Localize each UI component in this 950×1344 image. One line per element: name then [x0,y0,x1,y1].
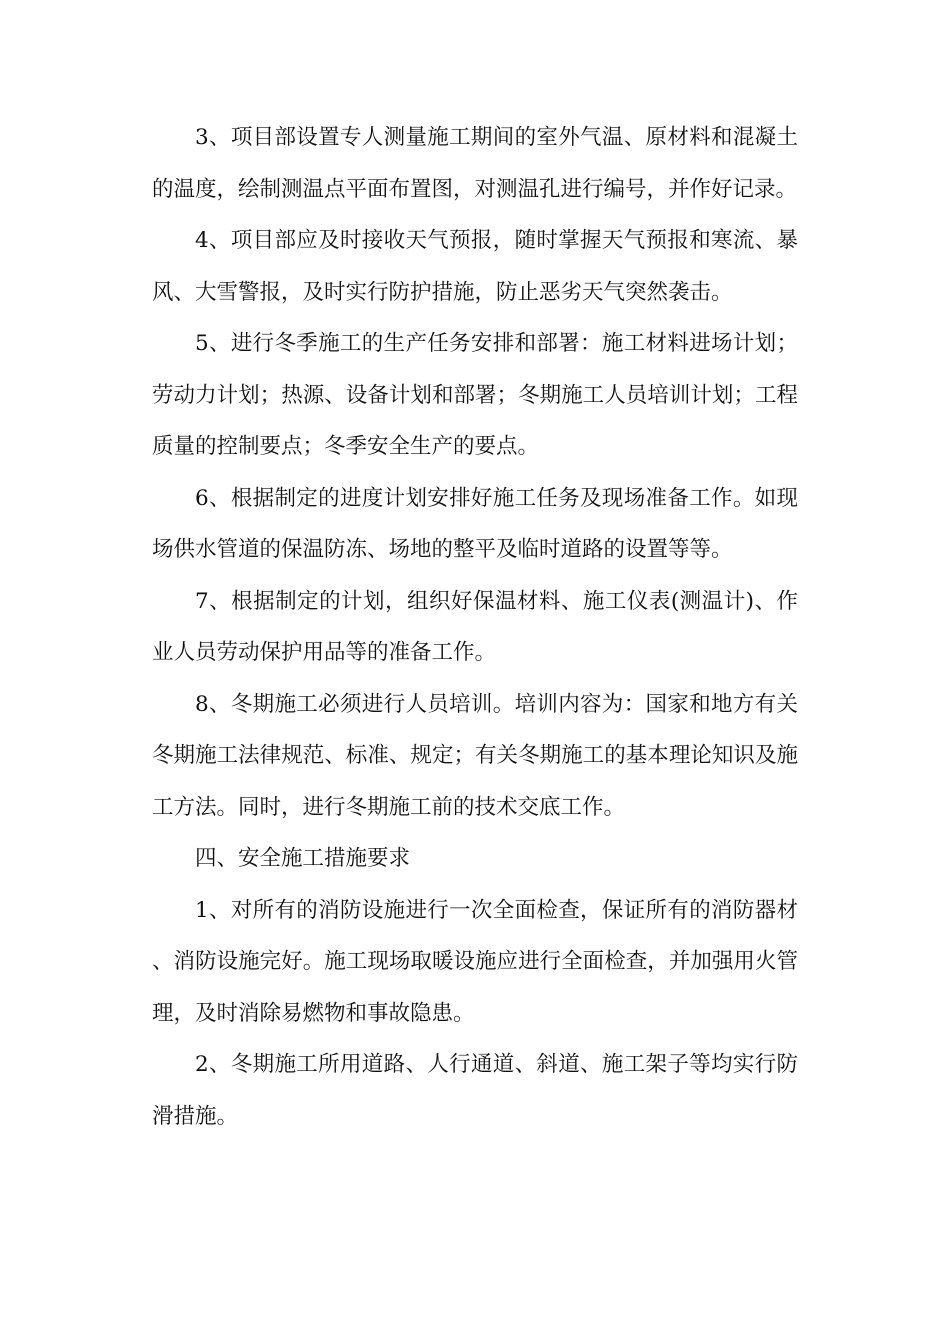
paragraph-item-6: 6、根据制定的进度计划安排好施工任务及现场准备工作。如现场供水管道的保温防冻、场地的整平及临时道路的设置等等。 [152,485,798,562]
paragraph-safety-2: 2、冬期施工所用道路、人行通道、斜道、施工架子等均实行防滑措施。 [152,1052,798,1129]
paragraph-item-8: 8、冬期施工必须进行人员培训。培训内容为：国家和地方有关冬期施工法律规范、标准、规定；有关冬期施工的基本理论知识及施工方法。同时，进行冬期施工前的技术交底工作。 [152,691,798,820]
paragraph-safety-1: 1、对所有的消防设施进行一次全面检查，保证所有的消防器材、消防设施完好。施工现场取暖设施应进行全面检查，并加强用火管理，及时消除易燃物和事故隐患。 [152,897,798,1026]
paragraph-item-5: 5、进行冬季施工的生产任务安排和部署：施工材料进场计划；劳动力计划；热源、设备计划和部署；冬期施工人员培训计划；工程质量的控制要点；冬季安全生产的要点。 [152,331,798,459]
paragraph-item-3: 3、项目部设置专人测量施工期间的室外气温、原材料和混凝土的温度，绘制测温点平面布置图，对测温孔进行编号，并作好记录。 [152,125,798,202]
document-page [152,112,798,1142]
paragraph-item-4: 4、项目部应及时接收天气预报，随时掌握天气预报和寒流、暴风、大雪警报，及时实行防护措施，防止恶劣天气突然袭击。 [152,228,798,305]
paragraph-item-7: 7、根据制定的计划，组织好保温材料、施工仪表(测温计)、作业人员劳动保护用品等的准备工作。 [152,588,798,665]
section-heading: 四、安全施工措施要求 [195,846,411,871]
